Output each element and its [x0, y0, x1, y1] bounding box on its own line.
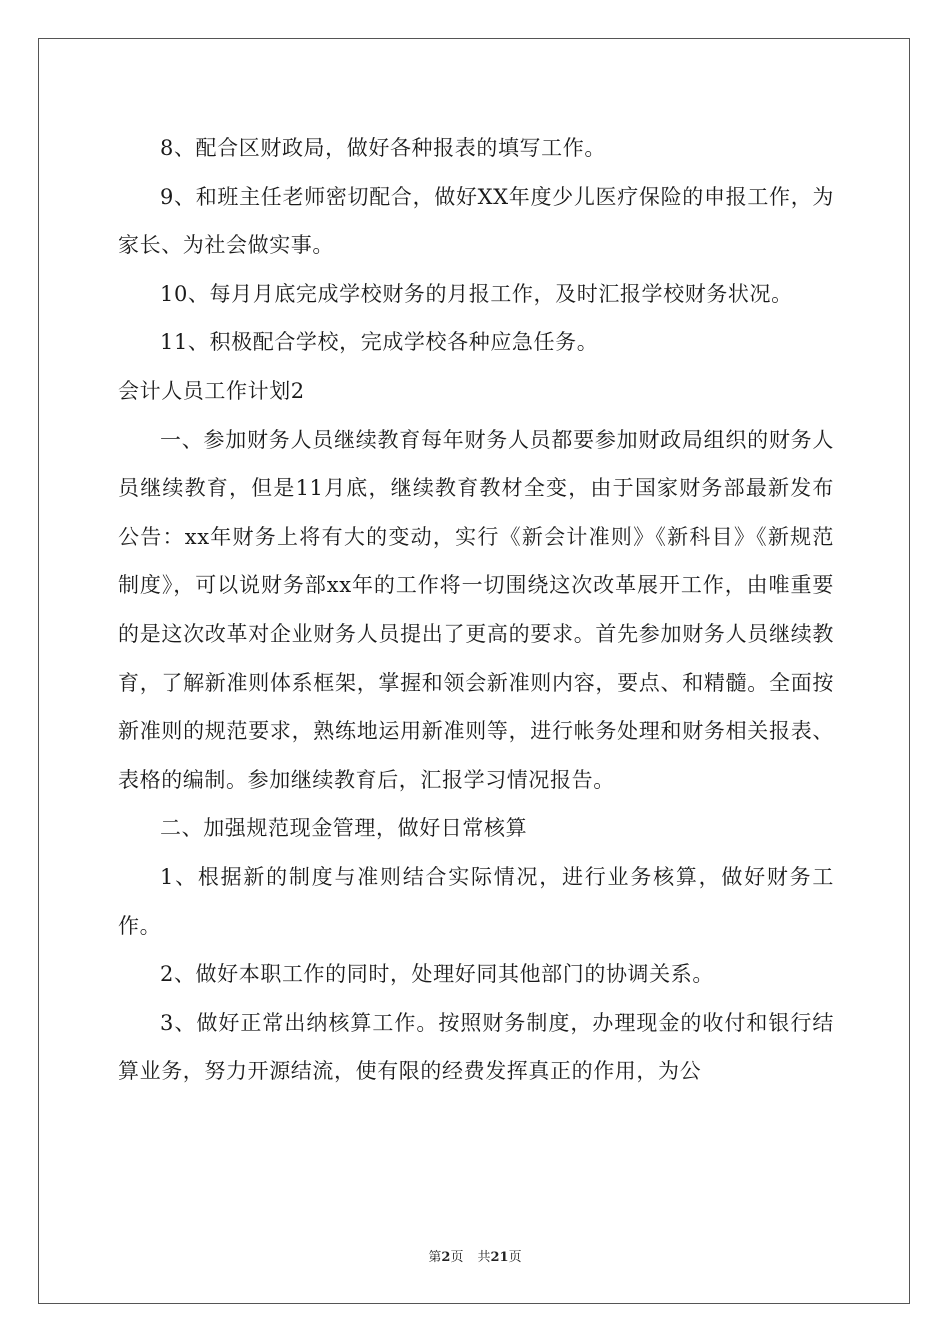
- paragraph-item-9: 9、和班主任老师密切配合，做好XX年度少儿医疗保险的申报工作，为家长、为社会做实事。: [118, 184, 834, 258]
- document-body: [118, 124, 834, 1096]
- page-footer: [0, 1246, 950, 1265]
- paragraph-cash-management-heading: 二、加强规范现金管理，做好日常核算: [160, 816, 528, 841]
- section-heading: 会计人员工作计划2: [118, 378, 305, 403]
- paragraph-item-3: 3、做好正常出纳核算工作。按照财务制度，办理现金的收付和银行结算业务，努力开源结流，使有限的经费发挥真正的作用，为公: [118, 1010, 834, 1084]
- footer-total-prefix: 共: [477, 1250, 491, 1265]
- paragraph-item-1: 1、根据新的制度与准则结合实际情况，进行业务核算，做好财务工作。: [118, 864, 834, 938]
- paragraph-continuing-education: 一、参加财务人员继续教育每年财务人员都要参加财政局组织的财务人员继续教育，但是11月底，继续教育教材全变，由于国家财务部最新发布公告：xx年财务上将有大的变动，实行《新会计准则》《新科目》《新规范制度》，可以说财务部xx年的工作将一切围绕这次改革展开工作，由唯重要的是这次改革对企业财务人员提出了更高的要求。首先参加财务人员继续教育，了解新准则体系框架，掌握和领会新准则内容，要点、和精髓。全面按新准则的规范要求，熟练地运用新准则等，进行帐务处理和财务相关报表、表格的编制。参加继续教育后，汇报学习情况报告。: [118, 427, 834, 792]
- footer-page-number: 2: [441, 1250, 451, 1265]
- paragraph-item-10: 10、每月月底完成学校财务的月报工作，及时汇报学校财务状况。: [160, 281, 793, 306]
- paragraph-item-11: 11、积极配合学校，完成学校各种应急任务。: [160, 330, 599, 355]
- paragraph-item-2: 2、做好本职工作的同时，处理好同其他部门的协调关系。: [160, 962, 714, 987]
- footer-page-prefix: 第: [428, 1250, 442, 1265]
- paragraph-item-8: 8、配合区财政局，做好各种报表的填写工作。: [160, 136, 606, 160]
- footer-total-suffix: 页: [508, 1250, 522, 1265]
- footer-total-pages: 21: [490, 1250, 509, 1265]
- footer-page-suffix: 页: [450, 1250, 464, 1265]
